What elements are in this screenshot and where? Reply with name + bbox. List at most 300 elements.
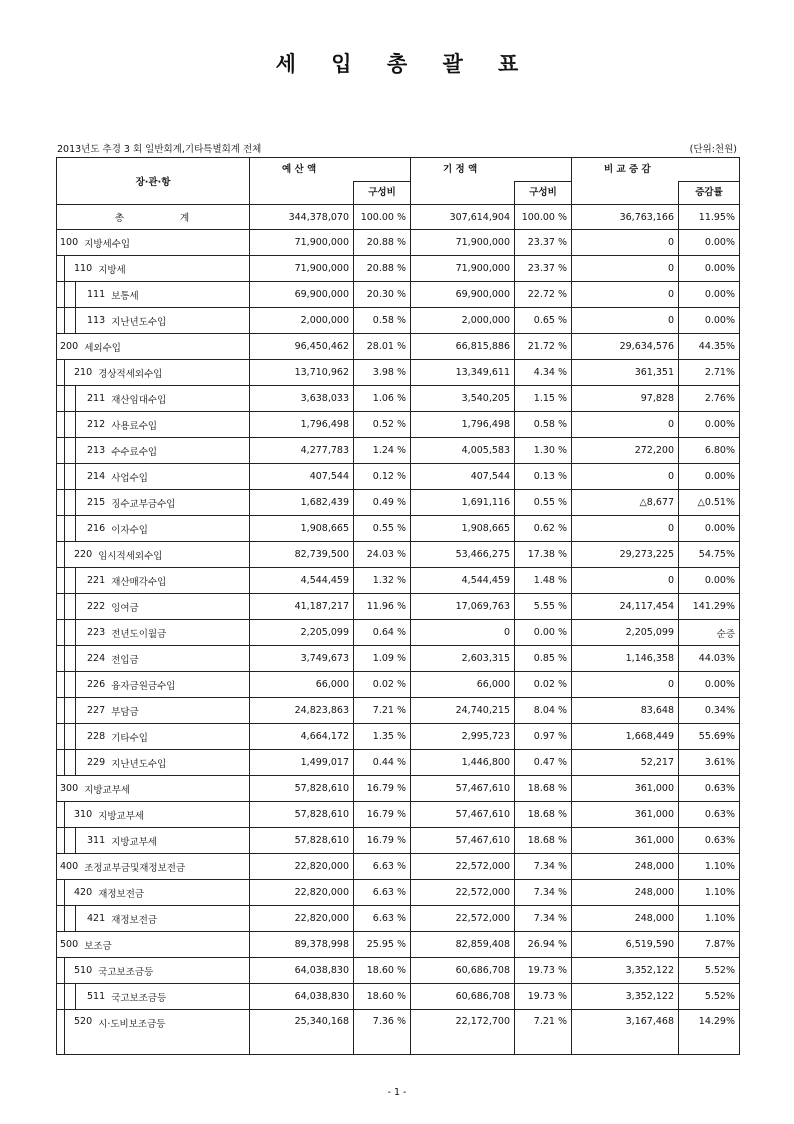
row-budget: 64,038,830 xyxy=(250,984,354,1010)
row-account-name xyxy=(57,802,250,828)
row-budget-ratio: 0.52 % xyxy=(354,412,411,438)
row-code: 111 xyxy=(87,289,106,300)
row-account-name xyxy=(57,724,250,750)
row-account-name xyxy=(57,698,250,724)
row-code: 227 xyxy=(87,705,106,716)
row-existing: 53,466,275 xyxy=(411,542,515,568)
row-budget: 1,908,665 xyxy=(250,516,354,542)
row-code: 211 xyxy=(87,393,106,404)
table-row xyxy=(57,490,740,516)
total-label xyxy=(57,205,250,230)
row-existing-ratio: 0.62 % xyxy=(515,516,572,542)
row-existing-ratio: 18.68 % xyxy=(515,776,572,802)
row-existing: 4,544,459 xyxy=(411,568,515,594)
row-name: 사용료수입 xyxy=(111,420,158,432)
row-rate: 6.80% xyxy=(679,438,740,464)
row-name: 잉여금 xyxy=(111,602,139,614)
row-budget-ratio: 7.21 % xyxy=(354,698,411,724)
row-name: 전년도이월금 xyxy=(111,628,167,640)
row-existing: 24,740,215 xyxy=(411,698,515,724)
row-budget: 25,340,168 xyxy=(250,1010,354,1055)
row-diff: 361,000 xyxy=(572,828,679,854)
row-existing-ratio: 0.47 % xyxy=(515,750,572,776)
row-budget-ratio: 1.06 % xyxy=(354,386,411,412)
row-budget-ratio: 6.63 % xyxy=(354,854,411,880)
row-existing: 71,900,000 xyxy=(411,230,515,256)
total-label-a: 총 xyxy=(114,213,126,224)
header-existing: 기 정 액 xyxy=(443,164,478,175)
row-account-name xyxy=(57,906,250,932)
row-diff: 0 xyxy=(572,230,679,256)
row-name: 국고보조금등 xyxy=(98,966,154,978)
row-diff: 1,668,449 xyxy=(572,724,679,750)
row-diff: 97,828 xyxy=(572,386,679,412)
row-account-name xyxy=(57,412,250,438)
row-existing: 71,900,000 xyxy=(411,256,515,282)
total-existing-ratio: 100.00 % xyxy=(515,205,572,230)
row-existing-ratio: 0.55 % xyxy=(515,490,572,516)
row-account-name xyxy=(57,646,250,672)
row-rate: 순증 xyxy=(679,620,740,646)
row-rate: 7.87% xyxy=(679,932,740,958)
row-diff: 3,167,468 xyxy=(572,1010,679,1055)
row-budget-ratio: 3.98 % xyxy=(354,360,411,386)
row-rate: 0.63% xyxy=(679,802,740,828)
row-account-name xyxy=(57,282,250,308)
row-account-name xyxy=(57,516,250,542)
row-existing-ratio: 19.73 % xyxy=(515,984,572,1010)
row-code: 300 xyxy=(60,783,79,794)
row-diff: 1,146,358 xyxy=(572,646,679,672)
table-row xyxy=(57,672,740,698)
row-code: 212 xyxy=(87,419,106,430)
row-account-name xyxy=(57,776,250,802)
row-existing-ratio: 5.55 % xyxy=(515,594,572,620)
row-budget: 96,450,462 xyxy=(250,334,354,360)
row-code: 226 xyxy=(87,679,106,690)
row-budget: 57,828,610 xyxy=(250,776,354,802)
row-budget-ratio: 1.09 % xyxy=(354,646,411,672)
row-name: 지난년도수입 xyxy=(111,758,167,770)
row-account-name xyxy=(57,230,250,256)
row-diff: 0 xyxy=(572,282,679,308)
row-code: 110 xyxy=(74,263,93,274)
row-diff: 0 xyxy=(572,568,679,594)
header-change-rate: 증감률 xyxy=(678,181,739,204)
row-existing-ratio: 0.65 % xyxy=(515,308,572,334)
row-account-name xyxy=(57,932,250,958)
row-budget-ratio: 0.64 % xyxy=(354,620,411,646)
row-budget-ratio: 6.63 % xyxy=(354,906,411,932)
row-rate: 54.75% xyxy=(679,542,740,568)
row-account-name xyxy=(57,750,250,776)
row-budget-ratio: 24.03 % xyxy=(354,542,411,568)
row-name: 지난년도수입 xyxy=(111,316,167,328)
row-account-name xyxy=(57,334,250,360)
row-name: 징수교부금수입 xyxy=(111,498,176,510)
row-existing-ratio: 0.00 % xyxy=(515,620,572,646)
total-budget-ratio: 100.00 % xyxy=(354,205,411,230)
row-name: 재산임대수입 xyxy=(111,394,167,406)
table-row xyxy=(57,646,740,672)
row-rate: 0.00% xyxy=(679,464,740,490)
header-budget-ratio: 구성비 xyxy=(353,181,410,204)
row-existing: 57,467,610 xyxy=(411,776,515,802)
row-budget: 22,820,000 xyxy=(250,906,354,932)
table-row xyxy=(57,828,740,854)
row-name: 조정교부금및재정보전금 xyxy=(84,862,186,874)
row-code: 229 xyxy=(87,757,106,768)
row-existing: 69,900,000 xyxy=(411,282,515,308)
row-budget: 3,749,673 xyxy=(250,646,354,672)
row-code: 210 xyxy=(74,367,93,378)
row-existing-ratio: 23.37 % xyxy=(515,230,572,256)
table-row xyxy=(57,386,740,412)
row-budget: 1,499,017 xyxy=(250,750,354,776)
row-account-name xyxy=(57,464,250,490)
row-diff: 248,000 xyxy=(572,880,679,906)
row-budget: 22,820,000 xyxy=(250,854,354,880)
row-existing-ratio: 1.48 % xyxy=(515,568,572,594)
row-diff: 361,000 xyxy=(572,776,679,802)
row-account-name xyxy=(57,594,250,620)
row-budget-ratio: 0.58 % xyxy=(354,308,411,334)
table-row xyxy=(57,438,740,464)
row-diff: 3,352,122 xyxy=(572,984,679,1010)
total-row xyxy=(57,205,740,230)
row-code: 310 xyxy=(74,809,93,820)
row-account-name xyxy=(57,620,250,646)
row-name: 기타수입 xyxy=(111,732,148,744)
row-budget: 82,739,500 xyxy=(250,542,354,568)
table-row xyxy=(57,568,740,594)
row-diff: △8,677 xyxy=(572,490,679,516)
row-code: 113 xyxy=(87,315,106,326)
row-account-name xyxy=(57,958,250,984)
row-budget: 13,710,962 xyxy=(250,360,354,386)
table-row xyxy=(57,776,740,802)
unit-label: (단위:천원) xyxy=(689,144,737,155)
row-name: 수수료수입 xyxy=(111,446,158,458)
row-code: 421 xyxy=(87,913,106,924)
total-rate: 11.95% xyxy=(679,205,740,230)
row-budget-ratio: 11.96 % xyxy=(354,594,411,620)
row-rate: 0.63% xyxy=(679,776,740,802)
row-budget-ratio: 0.02 % xyxy=(354,672,411,698)
table-row xyxy=(57,984,740,1010)
table-row xyxy=(57,698,740,724)
row-name: 임시적세외수입 xyxy=(98,550,163,562)
row-existing-ratio: 23.37 % xyxy=(515,256,572,282)
row-name: 시·도비보조금등 xyxy=(98,1019,166,1030)
table-row xyxy=(57,308,740,334)
row-existing: 1,908,665 xyxy=(411,516,515,542)
row-budget: 24,823,863 xyxy=(250,698,354,724)
row-rate: 55.69% xyxy=(679,724,740,750)
table-row xyxy=(57,802,740,828)
row-name: 재정보전금 xyxy=(111,914,158,926)
row-rate: 1.10% xyxy=(679,906,740,932)
row-diff: 0 xyxy=(572,308,679,334)
row-budget-ratio: 25.95 % xyxy=(354,932,411,958)
revenue-summary-table xyxy=(56,157,740,1055)
row-existing-ratio: 7.34 % xyxy=(515,880,572,906)
row-code: 214 xyxy=(87,471,106,482)
row-existing-ratio: 21.72 % xyxy=(515,334,572,360)
row-existing: 22,572,000 xyxy=(411,906,515,932)
row-rate: 0.34% xyxy=(679,698,740,724)
row-account-name xyxy=(57,984,250,1010)
row-existing-ratio: 0.97 % xyxy=(515,724,572,750)
table-row xyxy=(57,594,740,620)
row-existing: 1,796,498 xyxy=(411,412,515,438)
row-diff: 272,200 xyxy=(572,438,679,464)
row-existing-ratio: 17.38 % xyxy=(515,542,572,568)
row-budget: 69,900,000 xyxy=(250,282,354,308)
row-existing-ratio: 0.02 % xyxy=(515,672,572,698)
row-budget-ratio: 16.79 % xyxy=(354,802,411,828)
row-name: 경상적세외수입 xyxy=(98,368,163,380)
row-budget-ratio: 20.30 % xyxy=(354,282,411,308)
row-budget-ratio: 20.88 % xyxy=(354,256,411,282)
row-diff: 361,351 xyxy=(572,360,679,386)
header-budget: 예 산 액 xyxy=(282,164,317,175)
row-account-name xyxy=(57,828,250,854)
row-existing: 13,349,611 xyxy=(411,360,515,386)
row-existing: 66,815,886 xyxy=(411,334,515,360)
row-diff: 361,000 xyxy=(572,802,679,828)
row-existing: 1,691,116 xyxy=(411,490,515,516)
row-existing: 22,572,000 xyxy=(411,854,515,880)
row-existing: 66,000 xyxy=(411,672,515,698)
row-budget: 4,544,459 xyxy=(250,568,354,594)
row-rate: 1.10% xyxy=(679,880,740,906)
header-existing-ratio: 구성비 xyxy=(514,181,571,204)
row-code: 500 xyxy=(60,939,79,950)
row-budget: 1,682,439 xyxy=(250,490,354,516)
row-budget: 1,796,498 xyxy=(250,412,354,438)
row-code: 221 xyxy=(87,575,106,586)
page-number: - 1 - xyxy=(387,1087,407,1098)
total-budget: 344,378,070 xyxy=(250,205,354,230)
row-existing-ratio: 7.21 % xyxy=(515,1010,572,1055)
row-existing-ratio: 18.68 % xyxy=(515,802,572,828)
row-budget-ratio: 1.24 % xyxy=(354,438,411,464)
row-code: 215 xyxy=(87,497,106,508)
total-existing: 307,614,904 xyxy=(411,205,515,230)
row-diff: 6,519,590 xyxy=(572,932,679,958)
row-existing-ratio: 26.94 % xyxy=(515,932,572,958)
row-diff: 29,273,225 xyxy=(572,542,679,568)
row-existing: 0 xyxy=(411,620,515,646)
row-existing-ratio: 4.34 % xyxy=(515,360,572,386)
row-existing: 3,540,205 xyxy=(411,386,515,412)
table-row xyxy=(57,854,740,880)
row-diff: 3,352,122 xyxy=(572,958,679,984)
row-account-name xyxy=(57,1010,250,1055)
table-row xyxy=(57,412,740,438)
row-budget-ratio: 0.12 % xyxy=(354,464,411,490)
table-row xyxy=(57,334,740,360)
row-budget-ratio: 16.79 % xyxy=(354,776,411,802)
document-subtitle: 2013년도 추경 3 회 일반회계,기타특별회계 전체 xyxy=(57,144,262,155)
row-budget: 2,205,099 xyxy=(250,620,354,646)
table-body xyxy=(57,205,740,1055)
row-rate: 0.00% xyxy=(679,230,740,256)
row-rate: 0.63% xyxy=(679,828,740,854)
row-budget: 57,828,610 xyxy=(250,828,354,854)
row-diff: 52,217 xyxy=(572,750,679,776)
row-budget-ratio: 1.32 % xyxy=(354,568,411,594)
row-budget: 71,900,000 xyxy=(250,230,354,256)
row-diff: 29,634,576 xyxy=(572,334,679,360)
row-name: 사업수입 xyxy=(111,472,148,484)
row-name: 보조금 xyxy=(84,940,112,952)
row-account-name xyxy=(57,490,250,516)
row-diff: 0 xyxy=(572,464,679,490)
row-rate: 2.76% xyxy=(679,386,740,412)
row-code: 223 xyxy=(87,627,106,638)
table-row xyxy=(57,516,740,542)
row-existing-ratio: 19.73 % xyxy=(515,958,572,984)
row-budget-ratio: 20.88 % xyxy=(354,230,411,256)
row-code: 228 xyxy=(87,731,106,742)
row-name: 전입금 xyxy=(111,654,139,666)
row-account-name xyxy=(57,438,250,464)
row-budget: 89,378,998 xyxy=(250,932,354,958)
table-row xyxy=(57,230,740,256)
row-existing: 1,446,800 xyxy=(411,750,515,776)
row-name: 지방교부세 xyxy=(84,784,131,796)
row-existing-ratio: 1.15 % xyxy=(515,386,572,412)
row-budget-ratio: 6.63 % xyxy=(354,880,411,906)
row-code: 311 xyxy=(87,835,106,846)
row-existing: 57,467,610 xyxy=(411,828,515,854)
row-account-name xyxy=(57,542,250,568)
row-existing-ratio: 8.04 % xyxy=(515,698,572,724)
header-comparison: 비 교 증 감 xyxy=(604,164,651,175)
row-existing-ratio: 7.34 % xyxy=(515,906,572,932)
row-code: 400 xyxy=(60,861,79,872)
row-existing: 4,005,583 xyxy=(411,438,515,464)
row-budget: 66,000 xyxy=(250,672,354,698)
row-account-name xyxy=(57,880,250,906)
table-row xyxy=(57,958,740,984)
row-name: 융자금원금수입 xyxy=(111,680,176,692)
row-rate: 0.00% xyxy=(679,516,740,542)
header-comparison-group xyxy=(572,158,740,205)
row-existing: 407,544 xyxy=(411,464,515,490)
row-rate: △0.51% xyxy=(679,490,740,516)
row-budget: 71,900,000 xyxy=(250,256,354,282)
row-account-name xyxy=(57,854,250,880)
row-rate: 0.00% xyxy=(679,672,740,698)
row-existing: 2,000,000 xyxy=(411,308,515,334)
row-rate: 5.52% xyxy=(679,984,740,1010)
row-code: 510 xyxy=(74,965,93,976)
row-code: 511 xyxy=(87,991,106,1002)
table-row xyxy=(57,360,740,386)
row-budget-ratio: 0.55 % xyxy=(354,516,411,542)
row-name: 재산매각수입 xyxy=(111,576,167,588)
row-budget: 407,544 xyxy=(250,464,354,490)
row-account-name xyxy=(57,568,250,594)
row-budget-ratio: 28.01 % xyxy=(354,334,411,360)
row-code: 200 xyxy=(60,341,79,352)
table-header xyxy=(57,158,740,205)
row-budget: 22,820,000 xyxy=(250,880,354,906)
row-budget-ratio: 0.49 % xyxy=(354,490,411,516)
row-existing-ratio: 18.68 % xyxy=(515,828,572,854)
row-existing-ratio: 0.13 % xyxy=(515,464,572,490)
total-diff: 36,763,166 xyxy=(572,205,679,230)
row-budget-ratio: 18.60 % xyxy=(354,958,411,984)
row-code: 213 xyxy=(87,445,106,456)
row-code: 222 xyxy=(87,601,106,612)
table-row xyxy=(57,724,740,750)
row-budget-ratio: 1.35 % xyxy=(354,724,411,750)
row-existing-ratio: 0.58 % xyxy=(515,412,572,438)
row-budget: 4,277,783 xyxy=(250,438,354,464)
row-code: 216 xyxy=(87,523,106,534)
row-name: 국고보조금등 xyxy=(111,992,167,1004)
page-title: 세 입 총 괄 표 xyxy=(275,52,533,76)
table-row xyxy=(57,464,740,490)
row-account-name xyxy=(57,386,250,412)
row-code: 220 xyxy=(74,549,93,560)
row-budget: 4,664,172 xyxy=(250,724,354,750)
row-existing: 2,995,723 xyxy=(411,724,515,750)
row-existing-ratio: 7.34 % xyxy=(515,854,572,880)
row-diff: 0 xyxy=(572,412,679,438)
row-existing: 22,172,700 xyxy=(411,1010,515,1055)
row-diff: 24,117,454 xyxy=(572,594,679,620)
table-row xyxy=(57,620,740,646)
row-account-name xyxy=(57,308,250,334)
row-diff: 0 xyxy=(572,256,679,282)
total-label-b: 계 xyxy=(180,213,192,224)
row-budget: 2,000,000 xyxy=(250,308,354,334)
row-rate: 3.61% xyxy=(679,750,740,776)
row-code: 100 xyxy=(60,237,79,248)
header-existing-group xyxy=(411,158,572,205)
row-existing: 57,467,610 xyxy=(411,802,515,828)
row-name: 지방세 xyxy=(98,264,126,276)
row-rate: 2.71% xyxy=(679,360,740,386)
row-budget-ratio: 18.60 % xyxy=(354,984,411,1010)
row-code: 420 xyxy=(74,887,93,898)
row-existing: 17,069,763 xyxy=(411,594,515,620)
row-rate: 0.00% xyxy=(679,282,740,308)
row-existing: 2,603,315 xyxy=(411,646,515,672)
row-name: 지방교부세 xyxy=(98,810,145,822)
row-existing: 82,859,408 xyxy=(411,932,515,958)
header-category: 장·관·항 xyxy=(57,158,250,205)
row-budget-ratio: 0.44 % xyxy=(354,750,411,776)
row-rate: 14.29% xyxy=(679,1010,740,1055)
row-existing-ratio: 0.85 % xyxy=(515,646,572,672)
row-name: 지방세수입 xyxy=(84,238,131,250)
row-name: 이자수입 xyxy=(111,524,148,536)
row-rate: 0.00% xyxy=(679,256,740,282)
row-code: 520 xyxy=(74,1016,93,1027)
row-rate: 0.00% xyxy=(679,308,740,334)
row-existing: 60,686,708 xyxy=(411,958,515,984)
row-diff: 248,000 xyxy=(572,854,679,880)
row-name: 재정보전금 xyxy=(98,888,145,900)
row-diff: 83,648 xyxy=(572,698,679,724)
row-name: 보통세 xyxy=(111,290,139,302)
